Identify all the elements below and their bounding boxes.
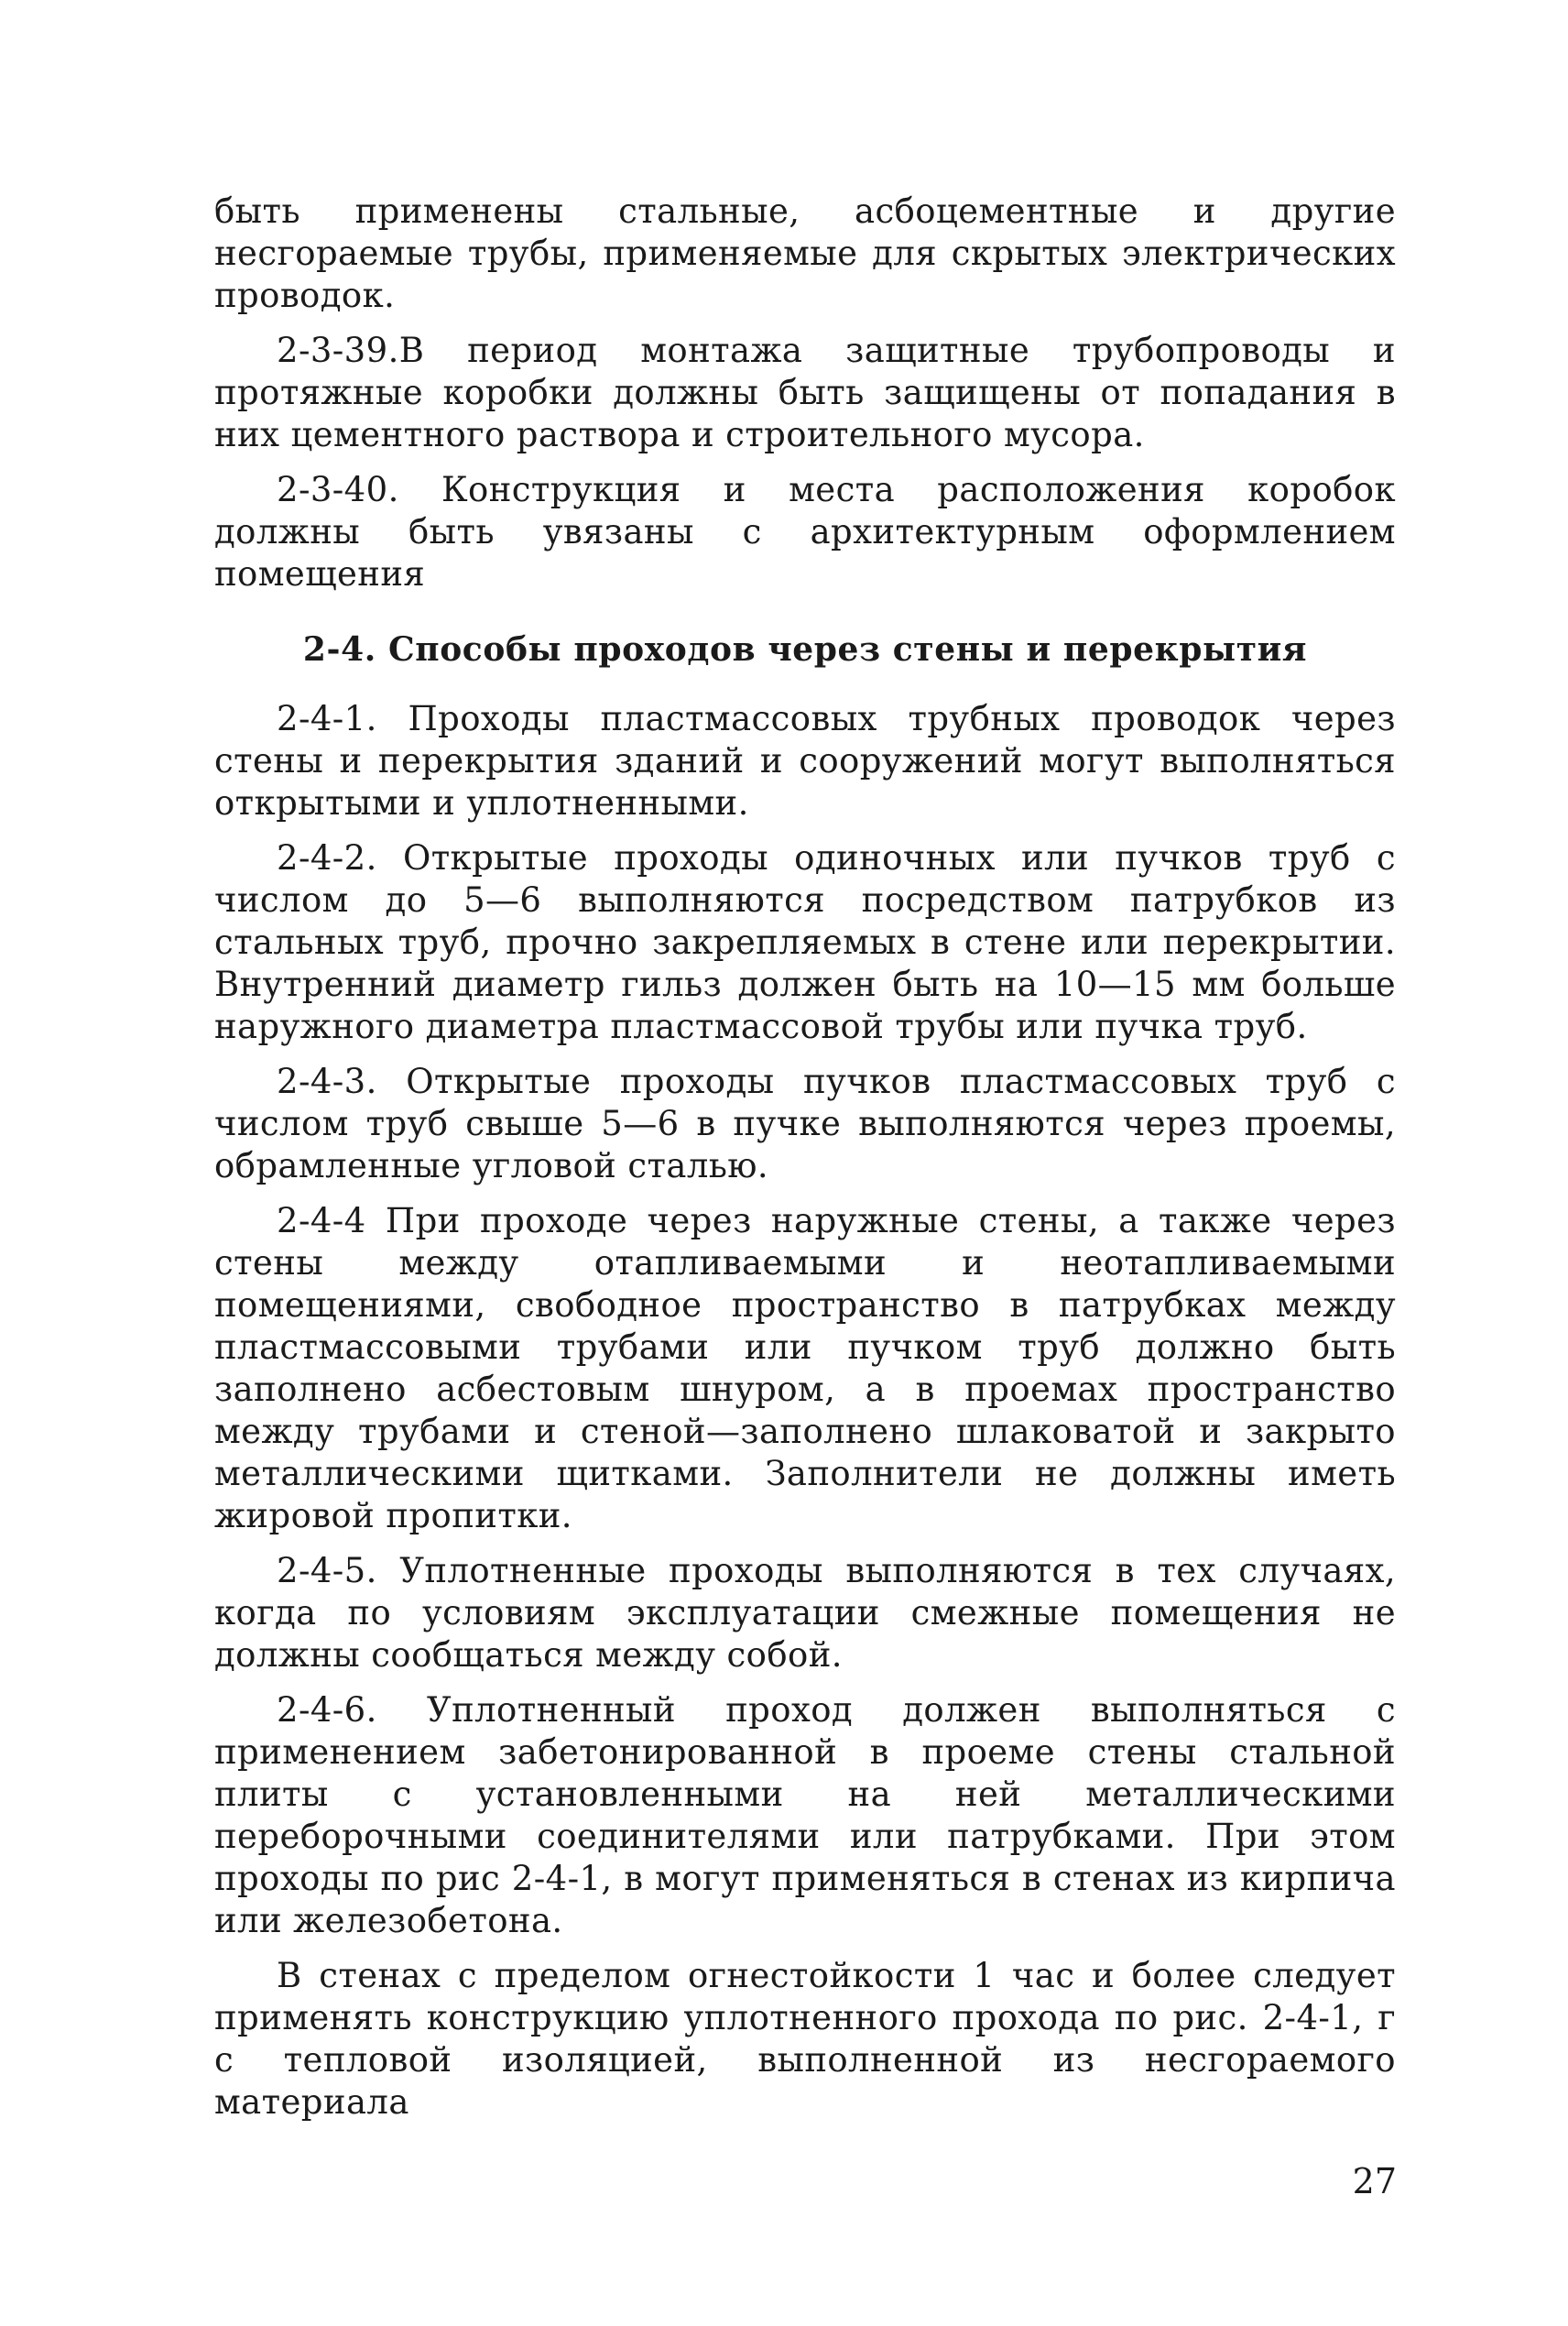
paragraph-2-4-5: 2-4-5. Уплотненные проходы выполняются в тех случаях, когда по условиям эксплуатации смежные помещения не должны сообщаться между собой. [214,1551,1396,1675]
paragraph-continuation: быть применены стальные, асбоцементные и другие несгораемые трубы, применяемые для скрытых электрических проводок. [214,191,1396,315]
paragraph-2-3-39: 2-3-39.В период монтажа защитные трубопроводы и протяжные коробки должны быть защищены от попадания в них цементного раствора и строительного мусора. [214,331,1396,454]
paragraph-2-4-4: 2-4-4 При проходе через наружные стены, а также через стены между отапливаемыми и неотапливаемыми помещениями, свободное пространство в патрубках между пластмассовыми трубами или пучком труб должно быть заполнено асбестовым шнуром, а в проемах пространство между трубами и стеной—заполнено шлаковатой и закрыто металлическими щитками. Заполнители не должны иметь жировой пропитки. [214,1201,1396,1535]
paragraph-2-4-3: 2-4-3. Открытые проходы пучков пластмассовых труб с числом труб свыше 5—6 в пучке выполняются через проемы, обрамленные угловой сталью. [214,1062,1396,1185]
text-column [214,191,1396,2136]
section-heading: 2-4. Способы проходов через стены и перекрытия [302,630,1308,669]
paragraph-2-4-6: 2-4-6. Уплотненный проход должен выполняться с применением забетонированной в проеме стены стальной плиты с установленными на ней металлическими переборочными соединителями или патрубками. При этом проходы по рис 2-4-1, в могут применяться в стенах из кирпича или железобетона. [214,1690,1396,1940]
paragraph-2-4-1: 2-4-1. Проходы пластмассовых трубных проводок через стены и перекрытия зданий и сооружений могут выполняться открытыми и уплотненными. [214,699,1396,823]
paragraph-2-3-40: 2-3-40. Конструкция и места расположения коробок должны быть увязаны с архитектурным оформлением помещения [214,470,1396,594]
paragraph-2-4-2: 2-4-2. Открытые проходы одиночных или пучков труб с числом до 5—6 выполняются посредством патрубков из стальных труб, прочно закрепляемых в стене или перекрытии. Внутренний диаметр гильз должен быть на 10—15 мм больше наружного диаметра пластмассовой трубы или пучка труб. [214,838,1396,1046]
paragraph-fire-resistance: В стенах с пределом огнестойкости 1 час и более следует применять конструкцию уплотненного прохода по рис. 2-4-1, г с тепловой изоляцией, выполненной из несгораемого материала [214,1956,1396,2122]
page-number: 27 [1352,2161,1397,2201]
